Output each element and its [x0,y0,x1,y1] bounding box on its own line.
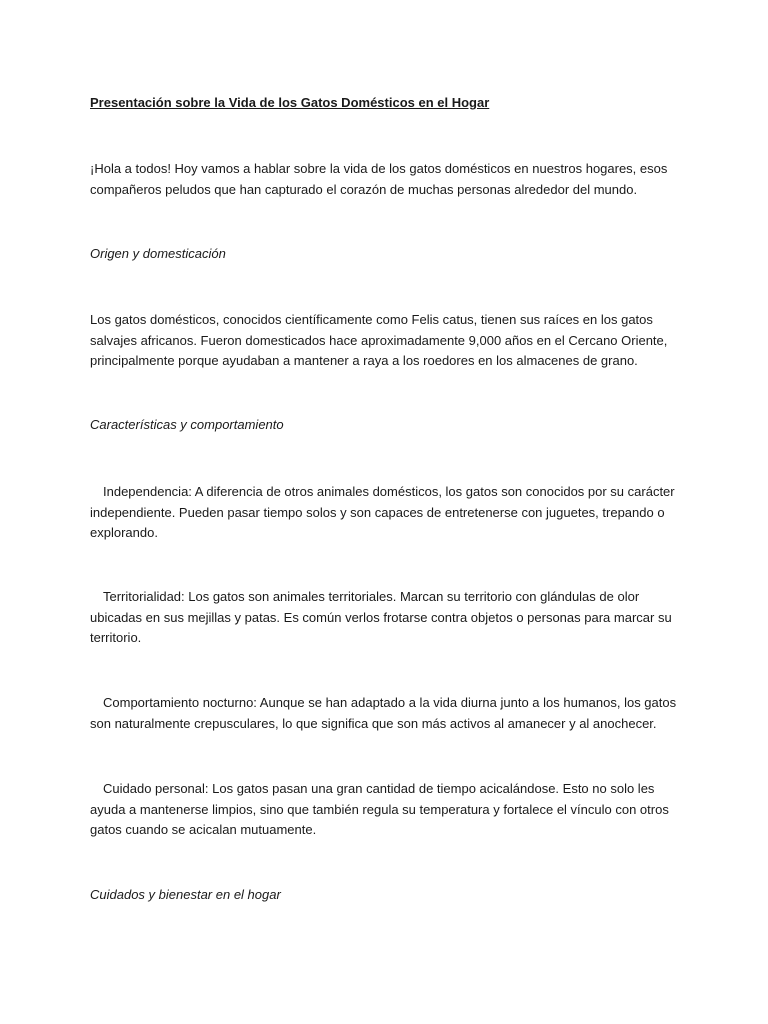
trait-paragraph-nocturnal: Comportamiento nocturno: Aunque se han adaptado a la vida diurna junto a los humanos, los gatos son naturalmente crepusculares, lo que significa que son más activos al amanecer y al anochecer. [90,695,677,731]
section-heading-origin: Origen y domesticación [90,246,226,261]
trait-paragraph-grooming: Cuidado personal: Los gatos pasan una gran cantidad de tiempo acicalándose. Esto no solo les ayuda a mantenerse limpios, sino que también regula su temperatura y fortalece el vínculo con otros gatos cuando se acicalan mutuamente. [90,781,669,837]
trait-paragraph-independence: Independencia: A diferencia de otros animales domésticos, los gatos son conocidos por su carácter independiente. Pueden pasar tiempo solos y son capaces de entretenerse con juguetes, trepando o explorando. [90,484,675,540]
section-heading-care: Cuidados y bienestar en el hogar [90,887,281,902]
origin-paragraph: Los gatos domésticos, conocidos científicamente como Felis catus, tienen sus raíces en los gatos salvajes africanos. Fueron domesticados hace aproximadamente 9,000 años en el Cercano Oriente, principalmente porque ayudaban a mantener a raya a los roedores en los almacenes de grano. [90,312,668,368]
section-heading-characteristics: Características y comportamiento [90,417,284,432]
intro-paragraph: ¡Hola a todos! Hoy vamos a hablar sobre la vida de los gatos domésticos en nuestros hogares, esos compañeros peludos que han capturado el corazón de muchas personas alrededor del mundo. [90,161,668,197]
document-title: Presentación sobre la Vida de los Gatos Domésticos en el Hogar [90,95,490,110]
trait-paragraph-territoriality: Territorialidad: Los gatos son animales territoriales. Marcan su territorio con glándulas de olor ubicadas en sus mejillas y patas. Es común verlos frotarse contra objetos o personas para marcar su territorio. [90,589,672,645]
